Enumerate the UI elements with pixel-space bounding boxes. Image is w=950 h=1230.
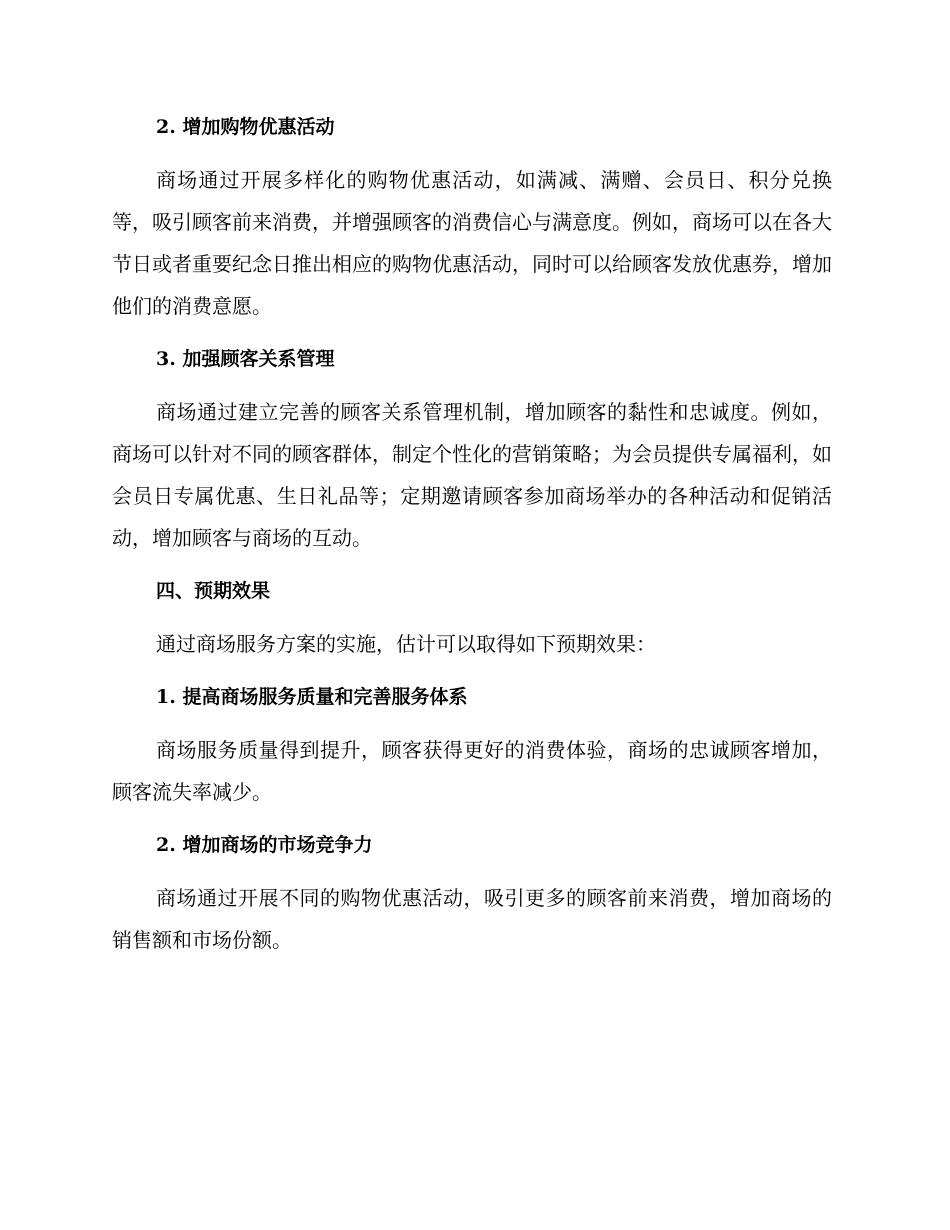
section-paragraph-market-competitiveness: 商场通过开展不同的购物优惠活动，吸引更多的顾客前来消费，增加商场的销售额和市场份额。 bbox=[112, 886, 832, 952]
section-heading-shopping-promotions: 2. 增加购物优惠活动 bbox=[156, 116, 335, 138]
section-heading-expected-effects: 四、预期效果 bbox=[156, 580, 271, 602]
section-heading-customer-relations: 3. 加强顾客关系管理 bbox=[156, 348, 335, 370]
section-paragraph-expected-effects: 通过商场服务方案的实施，估计可以取得如下预期效果： bbox=[156, 632, 656, 656]
document-body bbox=[112, 106, 832, 961]
section-heading-service-quality: 1. 提高商场服务质量和完善服务体系 bbox=[156, 686, 468, 708]
section-paragraph-customer-relations: 商场通过建立完善的顾客关系管理机制，增加顾客的黏性和忠诚度。例如，商场可以针对不同的顾客群体，制定个性化的营销策略；为会员提供专属福利，如会员日专属优惠、生日礼品等；定期邀请顾客参加商场举办的各种活动和促销活动，增加顾客与商场的互动。 bbox=[112, 400, 832, 550]
section-heading-market-competitiveness: 2. 增加商场的市场竞争力 bbox=[156, 834, 373, 856]
section-paragraph-shopping-promotions: 商场通过开展多样化的购物优惠活动，如满减、满赠、会员日、积分兑换等，吸引顾客前来消费，并增强顾客的消费信心与满意度。例如，商场可以在各大节日或者重要纪念日推出相应的购物优惠活动，同时可以给顾客发放优惠券，增加他们的消费意愿。 bbox=[112, 168, 832, 318]
section-paragraph-service-quality: 商场服务质量得到提升，顾客获得更好的消费体验，商场的忠诚顾客增加，顾客流失率减少。 bbox=[112, 738, 832, 804]
